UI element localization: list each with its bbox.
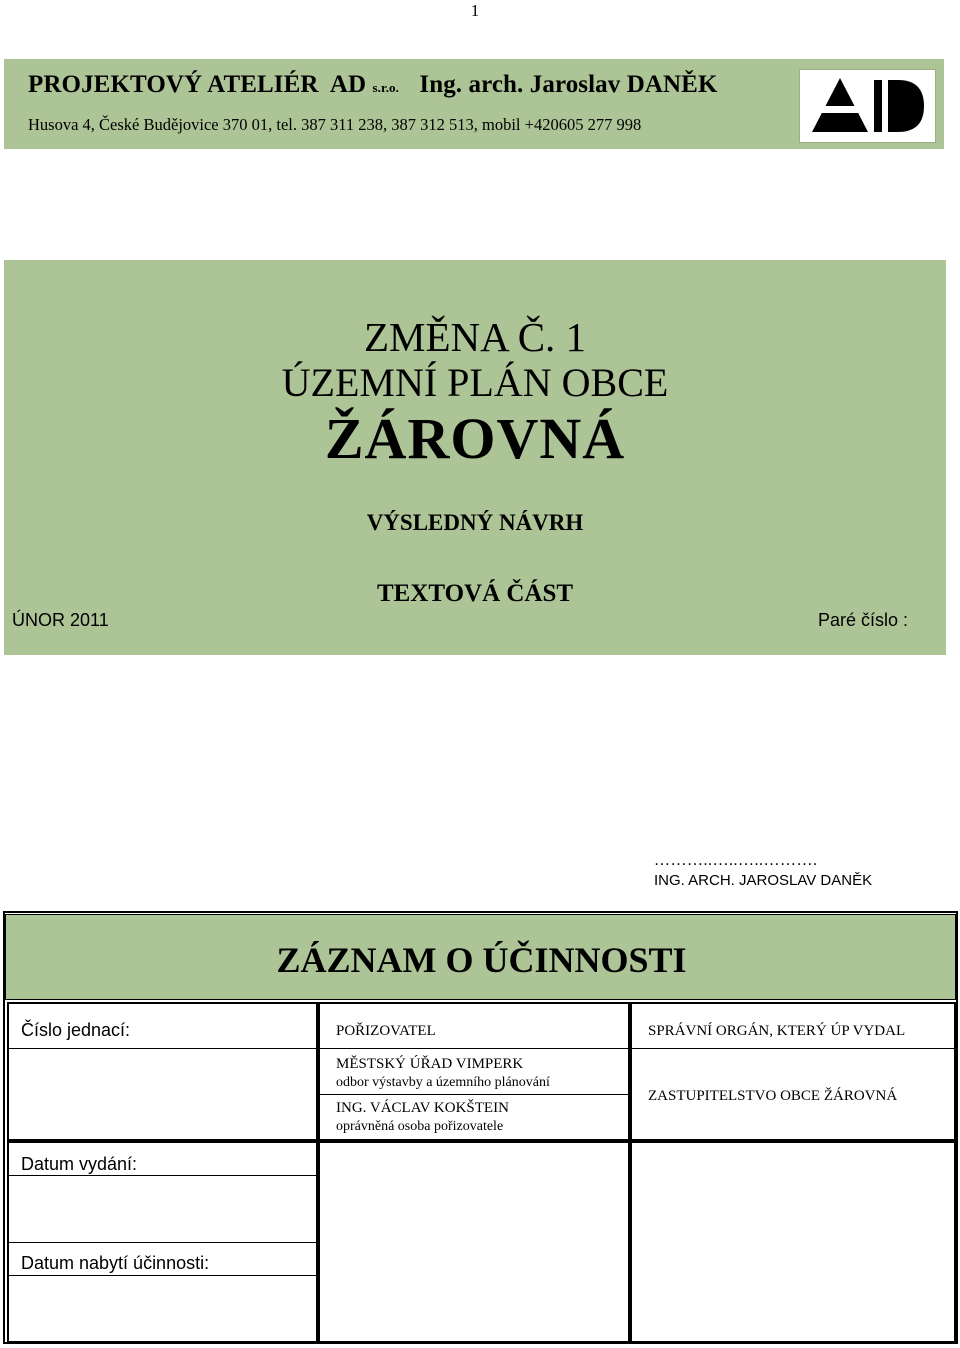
page-number: 1 xyxy=(470,1,480,20)
record-title: ZÁZNAM O ÚČINNOSTI xyxy=(276,940,687,980)
issue-date-label: Datum vydání: xyxy=(21,1154,138,1174)
procurer-department: odbor výstavby a územního plánování xyxy=(336,1075,550,1090)
company-suffix: s.r.o. xyxy=(372,80,400,95)
title-plan: ÚZEMNÍ PLÁN OBCE xyxy=(281,360,669,405)
record-cell-procurer xyxy=(318,1002,630,1141)
copy-number-label: Paré číslo : xyxy=(817,610,908,630)
divider xyxy=(9,1242,316,1243)
ad-logo xyxy=(799,69,936,143)
company-name: PROJEKTOVÝ ATELIÉR AD xyxy=(28,71,367,98)
procurer-role: oprávněná osoba pořizovatele xyxy=(336,1119,504,1134)
effective-date-label: Datum nabytí účinnosti: xyxy=(21,1253,210,1273)
record-header xyxy=(5,914,956,1000)
subtitle-text-part: TEXTOVÁ ČÁST xyxy=(376,580,574,607)
divider xyxy=(632,1048,954,1049)
record-cell-authority xyxy=(630,1002,956,1141)
authority-label: SPRÁVNÍ ORGÁN, KTERÝ ÚP VYDAL xyxy=(648,1023,906,1039)
company-title xyxy=(28,71,718,99)
signature-name: ING. ARCH. JAROSLAV DANĚK xyxy=(654,872,873,889)
subtitle-final-draft: VÝSLEDNÝ NÁVRH xyxy=(366,510,584,535)
divider xyxy=(320,1094,628,1095)
ad-logo-icon xyxy=(800,70,933,140)
record-cell-dates xyxy=(7,1141,318,1343)
authority-name: ZASTUPITELSTVO OBCE ŽÁROVNÁ xyxy=(648,1088,898,1104)
record-cell-reference xyxy=(7,1002,318,1141)
procurer-label: POŘIZOVATEL xyxy=(336,1023,436,1039)
reference-number-label: Číslo jednací: xyxy=(21,1020,131,1040)
divider xyxy=(320,1048,628,1049)
architect-name: Ing. arch. Jaroslav DANĚK xyxy=(419,71,718,98)
procurer-person: ING. VÁCLAV KOKŠTEIN xyxy=(336,1100,509,1116)
record-cell-procurer-stamp xyxy=(318,1141,630,1343)
title-change: ZMĚNA Č. 1 xyxy=(363,314,587,360)
divider xyxy=(9,1275,316,1276)
divider xyxy=(9,1048,316,1049)
divider xyxy=(9,1175,316,1176)
signature-line: ………..…..…..………. xyxy=(654,852,818,869)
company-header xyxy=(4,59,944,149)
title-block xyxy=(4,260,946,655)
title-municipality: ŽÁROVNÁ xyxy=(324,406,626,471)
issue-date: ÚNOR 2011 xyxy=(12,610,109,630)
company-address: Husova 4, České Budějovice 370 01, tel. 387 311 238, 387 312 513, mobil +420605 277 998 xyxy=(28,115,642,134)
record-cell-authority-stamp xyxy=(630,1141,956,1343)
procurer-office: MĚSTSKÝ ÚŘAD VIMPERK xyxy=(336,1056,524,1072)
